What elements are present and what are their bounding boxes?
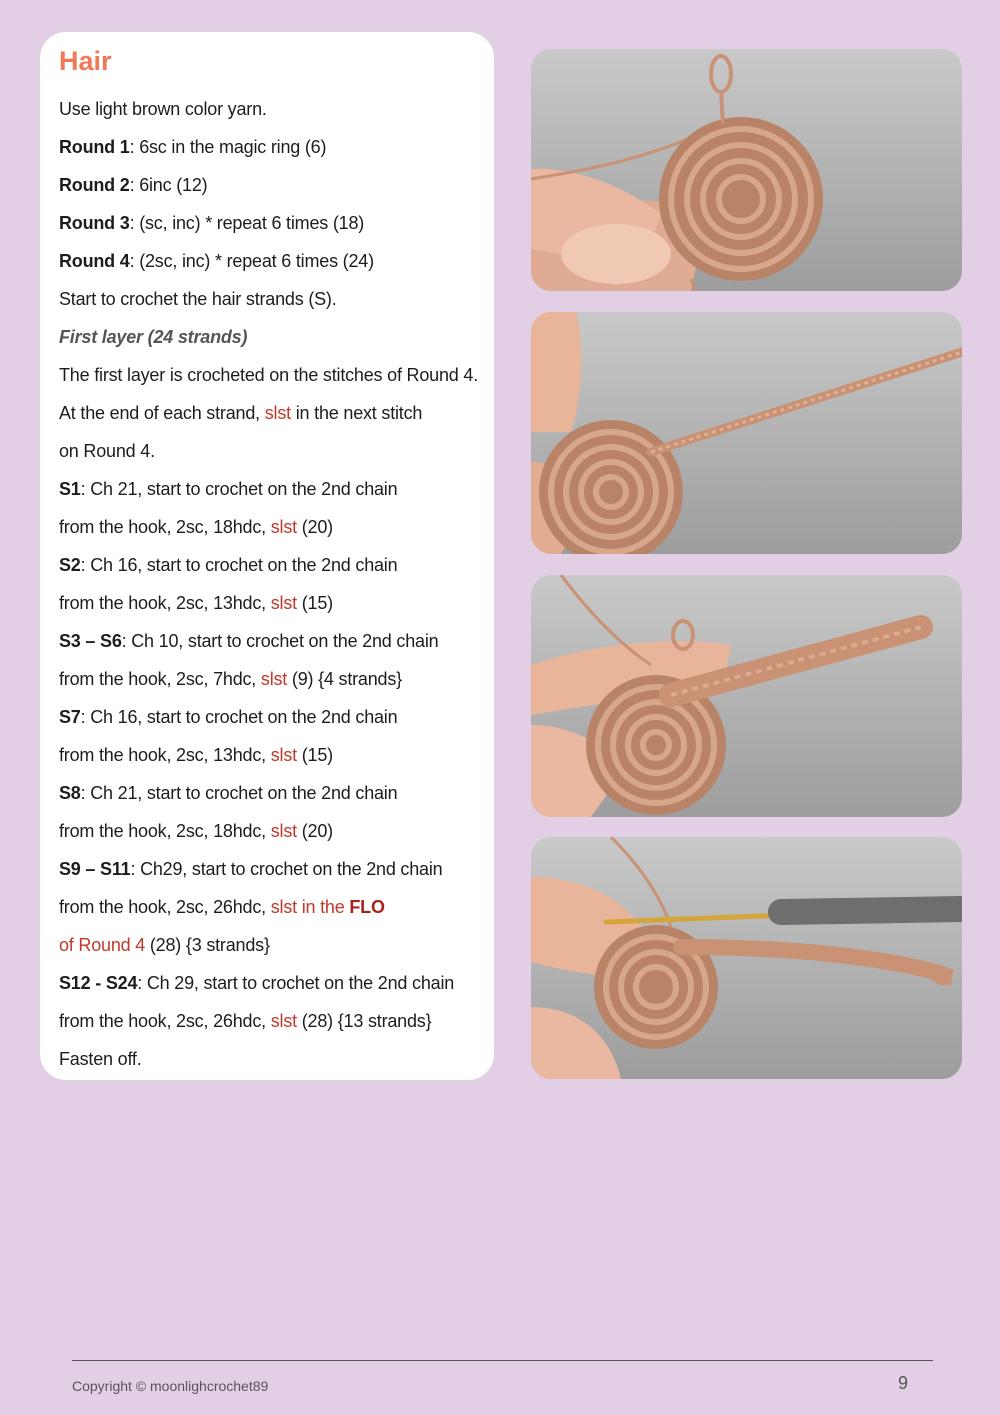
instruction-text: : 6inc (12) [129,175,208,195]
footer-rule [72,1360,933,1361]
instruction-text: Use light brown color yarn. [59,99,267,119]
instruction-line [59,470,494,508]
instruction-text: Fasten off. [59,1049,142,1069]
instruction-line [59,888,494,926]
instruction-text: The first layer is crocheted on the stitches of Round 4. [59,365,479,385]
instruction-line [59,964,494,1002]
instruction-line [59,242,494,280]
instruction-line [59,166,494,204]
instruction-text: : Ch 21, start to crochet on the 2nd chain [80,479,398,499]
step-label: S7 [59,707,81,727]
step-label: S9 – S11 [59,859,131,879]
instruction-text: At the end of each strand, [59,403,265,423]
instruction-text: (28) {13 strands} [296,1011,432,1031]
instruction-text: : 6sc in the magic ring (6) [129,137,327,157]
photo-first-strand [531,312,962,554]
instruction-lines [59,90,494,1078]
instruction-line [59,774,494,812]
subsection-heading: First layer (24 strands) [59,327,248,347]
instruction-text: from the hook, 2sc, 18hdc, [59,821,271,841]
section-title: Hair [59,46,112,76]
instruction-line [59,660,494,698]
instruction-line [59,356,494,394]
instruction-text: in the next stitch [290,403,423,423]
highlight-term: of Round 4 [59,935,146,955]
instruction-text: from the hook, 2sc, 26hdc, [59,1011,271,1031]
photo-hook-strand [531,837,962,1079]
instruction-line [59,850,494,888]
instruction-text: : Ch 29, start to crochet on the 2nd chain [137,973,455,993]
photo-short-strand [531,575,962,817]
instruction-text: from the hook, 2sc, 7hdc, [59,669,261,689]
highlight-term: slst [270,593,297,613]
instruction-line [59,736,494,774]
instruction-line [59,508,494,546]
instruction-text: from the hook, 2sc, 18hdc, [59,517,271,537]
step-label: Round 4 [59,251,130,271]
step-label: FLO [349,897,385,917]
instruction-line [59,926,494,964]
highlight-term: slst in the [270,897,350,917]
step-label: Round 1 [59,137,130,157]
instructions-card [40,32,494,1080]
copyright-text: Copyright © moonlighcrochet89 [72,1378,269,1394]
step-label: S8 [59,783,81,803]
instruction-text: : (sc, inc) * repeat 6 times (18) [129,213,365,233]
instruction-line [59,622,494,660]
highlight-term: slst [270,1011,297,1031]
instruction-line [59,280,494,318]
instruction-line [59,128,494,166]
instruction-line [59,1002,494,1040]
step-label: S2 [59,555,81,575]
instruction-text: (20) [296,517,333,537]
instruction-text: : Ch 10, start to crochet on the 2nd chain [121,631,439,651]
instruction-line [59,432,494,470]
instruction-text: : Ch 21, start to crochet on the 2nd chain [80,783,398,803]
instruction-text: : Ch29, start to crochet on the 2nd chain [130,859,443,879]
instruction-text: from the hook, 2sc, 13hdc, [59,593,271,613]
instruction-line [59,698,494,736]
step-label: Round 2 [59,175,130,195]
instruction-text: (15) [296,593,333,613]
instruction-line [59,584,494,622]
photo-magic-ring [531,49,962,291]
instruction-text: (20) [296,821,333,841]
instruction-text: : Ch 16, start to crochet on the 2nd chain [80,707,398,727]
highlight-term: slst [264,403,291,423]
instruction-text: on Round 4. [59,441,155,461]
page-number: 9 [897,1373,908,1393]
step-label: S3 – S6 [59,631,122,651]
highlight-term: slst [270,745,297,765]
instruction-text: (28) {3 strands} [145,935,270,955]
instruction-text: : Ch 16, start to crochet on the 2nd chain [80,555,398,575]
instruction-text: Start to crochet the hair strands (S). [59,289,337,309]
highlight-term: slst [270,821,297,841]
instruction-line [59,546,494,584]
instruction-line [59,394,494,432]
step-label: Round 3 [59,213,130,233]
instruction-line [59,318,494,356]
highlight-term: slst [270,517,297,537]
highlight-term: slst [260,669,288,689]
step-label: S1 [59,479,81,499]
instruction-line [59,90,494,128]
step-label: S12 - S24 [59,973,138,993]
instruction-text: from the hook, 2sc, 13hdc, [59,745,271,765]
instruction-line [59,1040,494,1078]
instruction-line [59,812,494,850]
instruction-line [59,204,494,242]
instruction-text: : (2sc, inc) * repeat 6 times (24) [129,251,374,271]
instruction-text: (15) [296,745,333,765]
instruction-text: (9) {4 strands} [287,669,402,689]
instruction-text: from the hook, 2sc, 26hdc, [59,897,271,917]
